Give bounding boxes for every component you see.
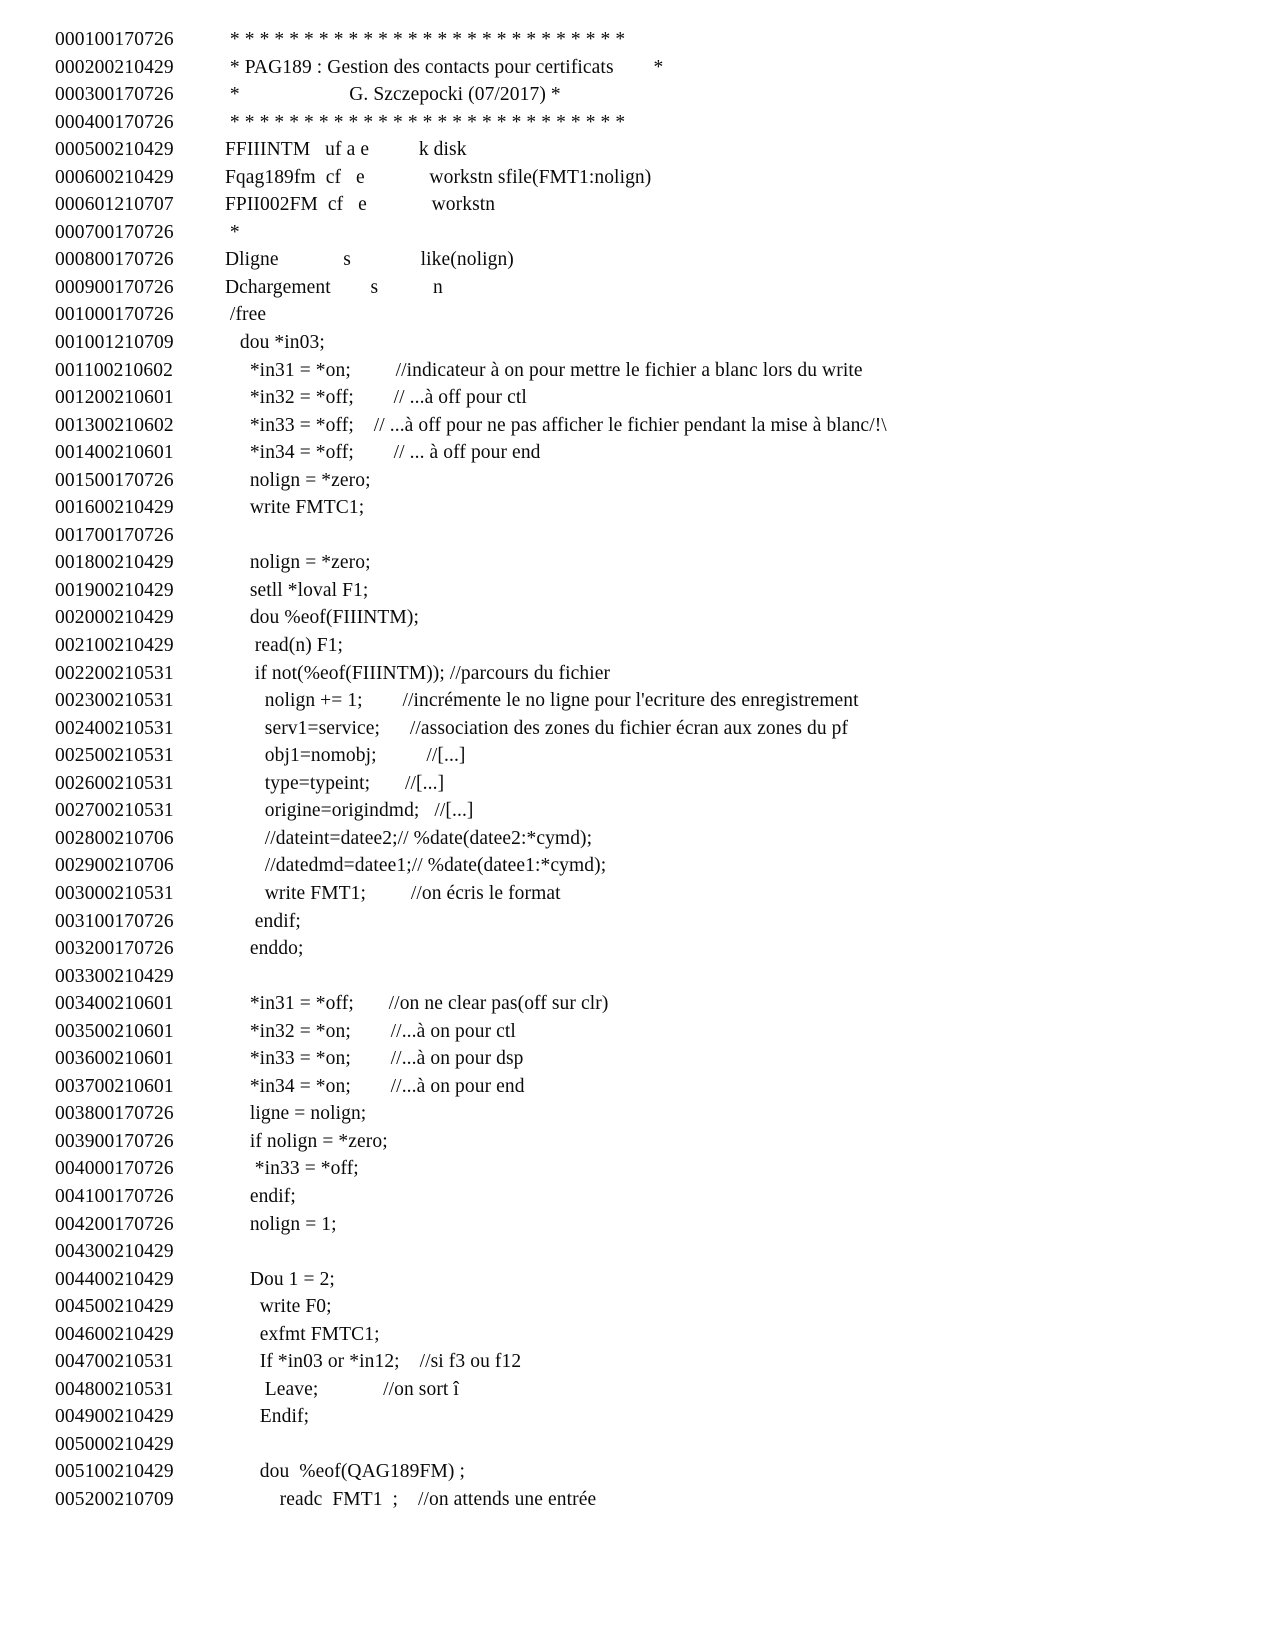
code-line: [0, 1403, 1275, 1431]
line-source-text: dou *in03;: [215, 332, 325, 354]
line-source-text: If *in03 or *in12; //si f3 ou f12: [215, 1351, 522, 1373]
code-line: [0, 963, 1275, 991]
line-source-text: *in33 = *off; // ...à off pour ne pas afficher le fichier pendant la mise à blanc/!\: [215, 414, 887, 436]
line-source-text: if not(%eof(FIIINTM)); //parcours du fichier: [215, 662, 611, 684]
code-line: [0, 1045, 1275, 1073]
code-line: [0, 1100, 1275, 1128]
line-sequence-number: 005100210429: [55, 1461, 174, 1483]
line-source-text: read(n) F1;: [215, 635, 344, 657]
code-line: [0, 1321, 1275, 1349]
line-source-text: serv1=service; //association des zones du fichier écran aux zones du pf: [215, 717, 849, 739]
line-source-text: * G. Szczepocki (07/2017) *: [215, 84, 561, 106]
code-line: [0, 1431, 1275, 1459]
line-sequence-number: 000601210707: [55, 194, 174, 216]
line-source-text: dou %eof(FIIINTM);: [215, 607, 419, 629]
line-sequence-number: 003100170726: [55, 910, 174, 932]
code-line: [0, 1376, 1275, 1404]
line-source-text: exfmt FMTC1;: [215, 1323, 380, 1345]
line-sequence-number: 003000210531: [55, 882, 174, 904]
line-source-text: *in31 = *off; //on ne clear pas(off sur clr): [215, 993, 609, 1015]
code-line: [0, 935, 1275, 963]
line-sequence-number: 002500210531: [55, 745, 174, 767]
code-line: [0, 384, 1275, 412]
code-line: [0, 632, 1275, 660]
line-sequence-number: 000800170726: [55, 249, 174, 271]
line-sequence-number: 000700170726: [55, 221, 174, 243]
line-sequence-number: 000300170726: [55, 84, 174, 106]
line-source-text: Dligne s like(nolign): [215, 249, 514, 271]
line-sequence-number: 004800210531: [55, 1378, 174, 1400]
line-source-text: endif;: [215, 1185, 296, 1207]
code-line: [0, 1266, 1275, 1294]
line-sequence-number: 003500210601: [55, 1020, 174, 1042]
line-sequence-number: 001400210601: [55, 442, 174, 464]
code-line: [0, 494, 1275, 522]
line-sequence-number: 004100170726: [55, 1185, 174, 1207]
line-sequence-number: 001000170726: [55, 304, 174, 326]
line-source-text: Leave; //on sort î: [215, 1378, 459, 1400]
code-line: [0, 990, 1275, 1018]
line-source-text: Endif;: [215, 1406, 310, 1428]
line-sequence-number: 000500210429: [55, 139, 174, 161]
line-sequence-number: 004900210429: [55, 1406, 174, 1428]
line-source-text: * PAG189 : Gestion des contacts pour certificats *: [215, 56, 664, 78]
line-sequence-number: 003900170726: [55, 1130, 174, 1152]
line-source-text: write FMTC1;: [215, 497, 365, 519]
line-sequence-number: 001800210429: [55, 552, 174, 574]
line-sequence-number: 001300210602: [55, 414, 174, 436]
line-sequence-number: 000200210429: [55, 56, 174, 78]
line-source-text: if nolign = *zero;: [215, 1130, 388, 1152]
line-sequence-number: 003600210601: [55, 1048, 174, 1070]
line-sequence-number: 003300210429: [55, 965, 174, 987]
code-line: [0, 329, 1275, 357]
code-line: [0, 908, 1275, 936]
line-sequence-number: 001900210429: [55, 579, 174, 601]
code-line: [0, 1348, 1275, 1376]
line-source-text: *in34 = *off; // ... à off pour end: [215, 442, 541, 464]
line-sequence-number: 004200170726: [55, 1213, 174, 1235]
code-line: [0, 54, 1275, 82]
line-sequence-number: 000100170726: [55, 29, 174, 50]
line-source-text: //datedmd=datee1;// %date(datee1:*cymd);: [215, 855, 607, 877]
line-source-text: endif;: [215, 910, 301, 932]
line-source-text: write F0;: [215, 1296, 332, 1318]
line-source-text: *in33 = *off;: [215, 1158, 359, 1180]
line-sequence-number: 000900170726: [55, 276, 174, 298]
line-sequence-number: 001001210709: [55, 332, 174, 354]
line-source-text: dou %eof(QAG189FM) ;: [215, 1461, 465, 1483]
code-line: [0, 852, 1275, 880]
line-source-text: *in34 = *on; //...à on pour end: [215, 1075, 525, 1097]
line-sequence-number: 002000210429: [55, 607, 174, 629]
code-line: [0, 1238, 1275, 1266]
code-line: [0, 880, 1275, 908]
code-line: [0, 522, 1275, 550]
code-line: [0, 1073, 1275, 1101]
line-sequence-number: 004000170726: [55, 1158, 174, 1180]
line-source-text: *in31 = *on; //indicateur à on pour mettre le fichier a blanc lors du write: [215, 359, 863, 381]
line-sequence-number: 000600210429: [55, 166, 174, 188]
line-sequence-number: 002400210531: [55, 717, 174, 739]
code-line: [0, 136, 1275, 164]
line-source-text: * * * * * * * * * * * * * * * * * * * * * * * * * * *: [215, 111, 626, 133]
code-line: [0, 357, 1275, 385]
code-line: [0, 1486, 1275, 1514]
line-sequence-number: 002300210531: [55, 690, 174, 712]
code-line: [0, 770, 1275, 798]
code-line: [0, 301, 1275, 329]
line-sequence-number: 004300210429: [55, 1241, 174, 1263]
code-line: [0, 577, 1275, 605]
line-sequence-number: 005000210429: [55, 1433, 174, 1455]
line-source-text: obj1=nomobj; //[...]: [215, 745, 466, 767]
line-sequence-number: 001700170726: [55, 524, 174, 546]
line-source-text: //dateint=datee2;// %date(datee2:*cymd);: [215, 827, 593, 849]
line-sequence-number: 002800210706: [55, 827, 174, 849]
line-source-text: Dchargement s n: [215, 276, 443, 298]
line-source-text: readc FMT1 ; //on attends une entrée: [215, 1488, 597, 1510]
line-sequence-number: 004400210429: [55, 1268, 174, 1290]
line-sequence-number: 004500210429: [55, 1296, 174, 1318]
code-line: [0, 164, 1275, 192]
line-source-text: enddo;: [215, 938, 304, 960]
code-line: [0, 219, 1275, 247]
line-source-text: Fqag189fm cf e workstn sfile(FMT1:nolign): [215, 166, 652, 188]
code-line: [0, 1458, 1275, 1486]
line-source-text: nolign += 1; //incrémente le no ligne pour l'ecriture des enregistrement: [215, 690, 859, 712]
line-sequence-number: 002600210531: [55, 772, 174, 794]
code-line: [0, 1128, 1275, 1156]
line-source-text: ligne = nolign;: [215, 1103, 367, 1125]
code-line: [0, 109, 1275, 137]
code-line: [0, 1018, 1275, 1046]
line-sequence-number: 003700210601: [55, 1075, 174, 1097]
line-source-text: type=typeint; //[...]: [215, 772, 445, 794]
code-line: [0, 604, 1275, 632]
line-source-text: /free: [215, 304, 267, 326]
code-line: [0, 825, 1275, 853]
code-line: [0, 274, 1275, 302]
code-line: [0, 439, 1275, 467]
line-sequence-number: 005200210709: [55, 1488, 174, 1510]
line-source-text: FFIIINTM uf a e k disk: [215, 139, 467, 161]
line-sequence-number: 002700210531: [55, 800, 174, 822]
line-source-text: *: [215, 221, 240, 243]
line-source-text: nolign = *zero;: [215, 469, 371, 491]
code-line: [0, 660, 1275, 688]
line-source-text: nolign = 1;: [215, 1213, 337, 1235]
line-sequence-number: 001600210429: [55, 497, 174, 519]
code-line: [0, 467, 1275, 495]
line-sequence-number: 002900210706: [55, 855, 174, 877]
line-sequence-number: 003800170726: [55, 1103, 174, 1125]
code-line: [0, 715, 1275, 743]
code-line: [0, 1155, 1275, 1183]
line-source-text: origine=origindmd; //[...]: [215, 800, 474, 822]
code-line: [0, 81, 1275, 109]
code-line: [0, 687, 1275, 715]
line-source-text: *in33 = *on; //...à on pour dsp: [215, 1048, 524, 1070]
code-line: [0, 1183, 1275, 1211]
code-line: [0, 191, 1275, 219]
line-sequence-number: 000400170726: [55, 111, 174, 133]
line-sequence-number: 004700210531: [55, 1351, 174, 1373]
line-source-text: write FMT1; //on écris le format: [215, 882, 561, 904]
line-source-text: setll *loval F1;: [215, 579, 369, 601]
line-source-text: *in32 = *on; //...à on pour ctl: [215, 1020, 516, 1042]
line-sequence-number: 003200170726: [55, 938, 174, 960]
line-sequence-number: 004600210429: [55, 1323, 174, 1345]
code-line: [0, 26, 1275, 54]
code-line: [0, 412, 1275, 440]
line-sequence-number: 002200210531: [55, 662, 174, 684]
line-source-text: nolign = *zero;: [215, 552, 371, 574]
line-sequence-number: 001200210601: [55, 387, 174, 409]
code-line: [0, 246, 1275, 274]
code-line: [0, 549, 1275, 577]
code-line: [0, 797, 1275, 825]
line-source-text: *in32 = *off; // ...à off pour ctl: [215, 387, 527, 409]
line-source-text: Dou 1 = 2;: [215, 1268, 335, 1290]
line-sequence-number: 001100210602: [55, 359, 174, 381]
line-sequence-number: 002100210429: [55, 635, 174, 657]
code-line: [0, 742, 1275, 770]
code-line: [0, 1293, 1275, 1321]
line-source-text: * * * * * * * * * * * * * * * * * * * * * * * * * * *: [215, 29, 626, 50]
line-sequence-number: 001500170726: [55, 469, 174, 491]
line-source-text: FPII002FM cf e workstn: [215, 194, 496, 216]
code-line: [0, 1211, 1275, 1239]
line-sequence-number: 003400210601: [55, 993, 174, 1015]
